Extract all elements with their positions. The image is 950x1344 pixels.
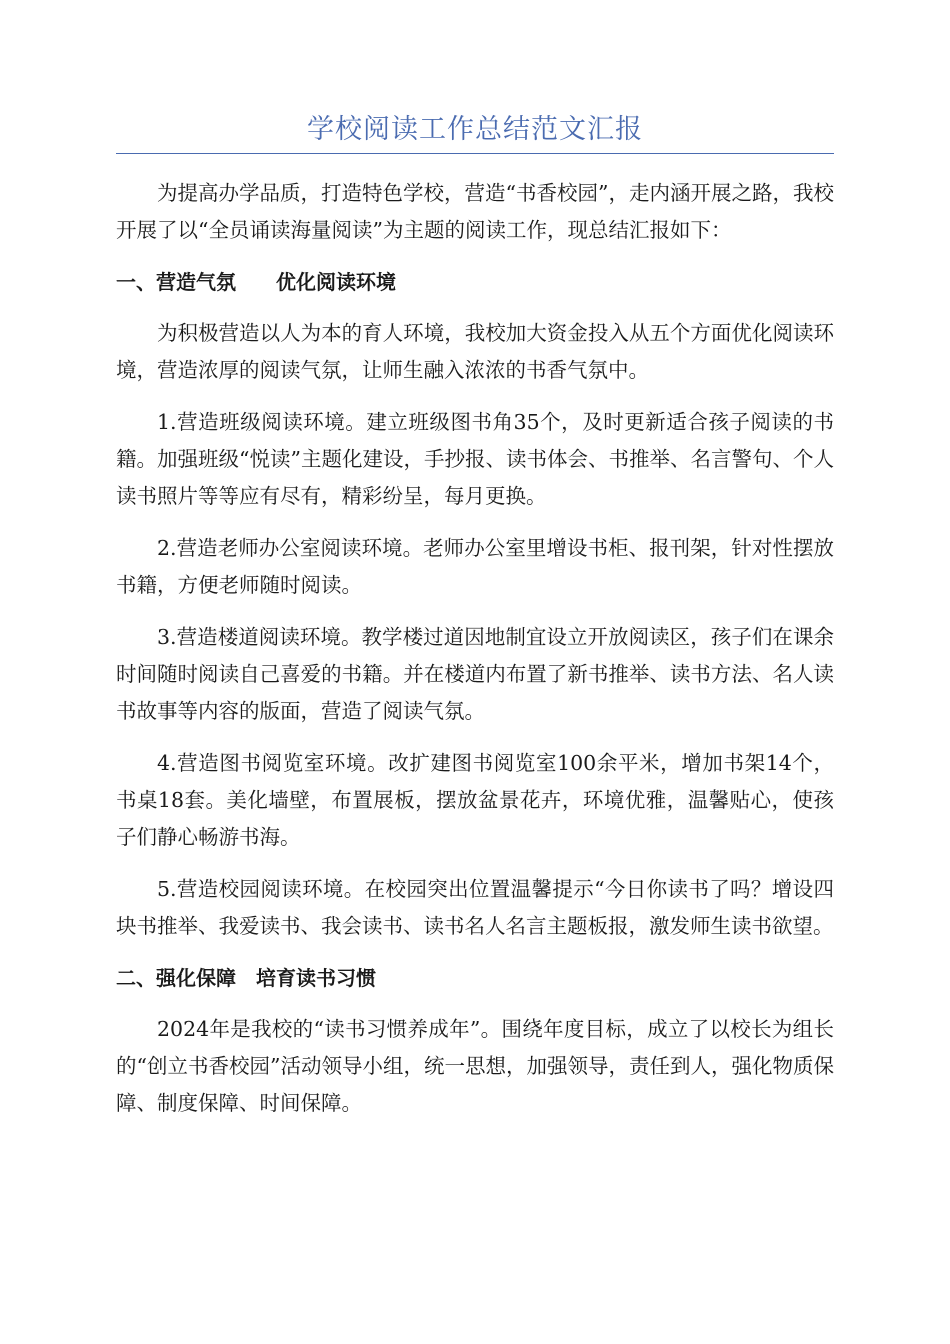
title-underline (116, 153, 834, 154)
section-1-paragraph-5: 4.营造图书阅览室环境。改扩建图书阅览室100余平米，增加书架14个，书桌18套。美化墙壁，布置展板，摆放盆景花卉，环境优雅，温馨贴心，使孩子们静心畅游书海。 (116, 751, 834, 849)
section-1-paragraph-4: 3.营造楼道阅读环境。教学楼过道因地制宜设立开放阅读区，孩子们在课余时间随时阅读自己喜爱的书籍。并在楼道内布置了新书推举、读书方法、名人读书故事等内容的版面，营造了阅读气氛。 (116, 625, 834, 723)
section-1-paragraph-2: 1.营造班级阅读环境。建立班级图书角35个，及时更新适合孩子阅读的书籍。加强班级“悦读”主题化建设，手抄报、读书体会、书推举、名言警句、个人读书照片等等应有尽有，精彩纷呈，每月更换。 (116, 410, 834, 508)
section-1-heading: 一、营造气氛 优化阅读环境 (116, 270, 396, 294)
section-2-heading: 二、强化保障 培育读书习惯 (116, 966, 376, 990)
intro-paragraph: 为提高办学品质，打造特色学校，营造“书香校园”，走内涵开展之路，我校开展了以“全员诵读海量阅读”为主题的阅读工作，现总结汇报如下： (116, 181, 834, 242)
section-1-paragraph-6: 5.营造校园阅读环境。在校园突出位置温馨提示“今日你读书了吗？增设四块书推举、我爱读书、我会读书、读书名人名言主题板报，激发师生读书欲望。 (116, 877, 834, 938)
section-1-paragraph-3: 2.营造老师办公室阅读环境。老师办公室里增设书柜、报刊架，针对性摆放书籍，方便老师随时阅读。 (116, 536, 834, 597)
document-body (116, 175, 834, 1137)
section-2-paragraph-1: 2024年是我校的“读书习惯养成年”。围绕年度目标，成立了以校长为组长的“创立书香校园”活动领导小组，统一思想，加强领导，责任到人，强化物质保障、制度保障、时间保障。 (116, 1017, 834, 1115)
section-1-paragraph-1: 为积极营造以人为本的育人环境，我校加大资金投入从五个方面优化阅读环境，营造浓厚的阅读气氛，让师生融入浓浓的书香气氛中。 (116, 321, 834, 382)
document-title: 学校阅读工作总结范文汇报 (307, 114, 643, 145)
